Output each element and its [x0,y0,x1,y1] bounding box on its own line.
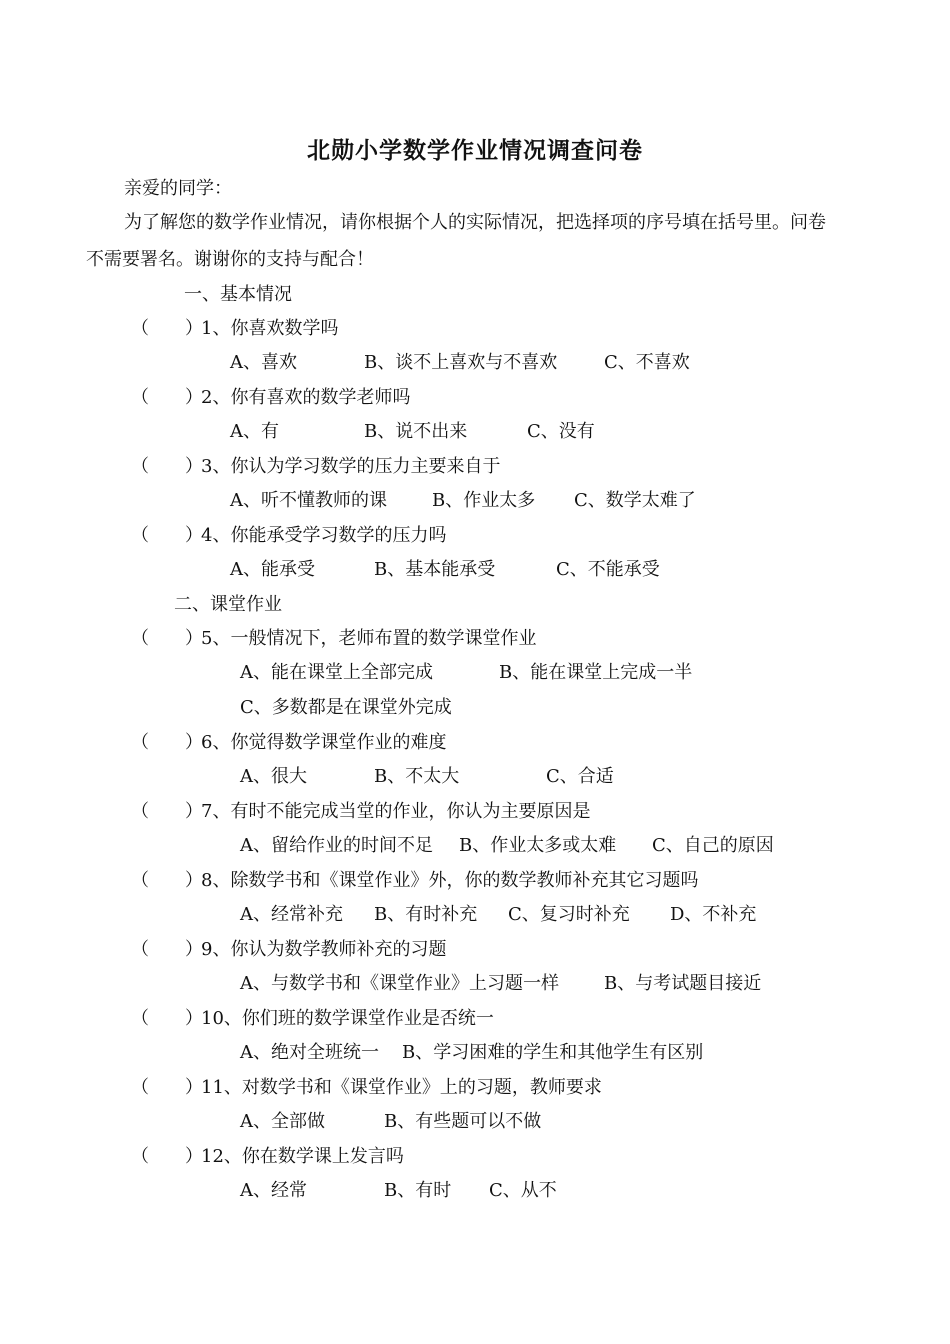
option-c: C、复习时补充 [508,904,630,925]
answer-blank[interactable]: （ ） [131,456,203,477]
question-text: 2、你有喜欢的数学老师吗 [201,387,411,408]
option-a: A、经常补充 [240,904,343,925]
question-text: 7、有时不能完成当堂的作业，你认为主要原因是 [201,801,591,822]
question-text: 6、你觉得数学课堂作业的难度 [201,732,447,753]
section-heading-classwork: 二、课堂作业 [174,594,282,615]
question-6 [131,730,446,756]
option-c: C、不能承受 [556,559,660,580]
option-b: B、有时补充 [374,904,478,925]
question-12 [131,1144,404,1170]
option-b: B、说不出来 [364,421,468,442]
intro-line-1: 为了解您的数学作业情况，请你根据个人的实际情况，把选择项的序号填在括号里。问卷 [124,212,826,233]
answer-blank[interactable]: （ ） [131,939,203,960]
option-a: A、经常 [240,1180,307,1201]
option-a: A、听不懂教师的课 [230,490,387,511]
section-heading-basic: 一、基本情况 [184,284,292,305]
option-a: A、很大 [240,766,307,787]
question-text: 1、你喜欢数学吗 [201,318,339,339]
option-b: B、有些题可以不做 [384,1111,542,1132]
option-c: C、多数都是在课堂外完成 [240,697,452,718]
question-text: 5、一般情况下，老师布置的数学课堂作业 [201,628,537,649]
question-text: 8、除数学书和《课堂作业》外，你的数学教师补充其它习题吗 [201,870,699,891]
question-5 [131,626,536,652]
option-a: A、喜欢 [230,352,297,373]
question-text: 4、你能承受学习数学的压力吗 [201,525,447,546]
option-c: C、不喜欢 [604,352,690,373]
option-a: A、与数学书和《课堂作业》上习题一样 [240,973,559,994]
option-b: B、有时 [384,1180,452,1201]
question-2 [131,385,410,411]
question-7 [131,799,590,825]
option-c: C、自己的原因 [652,835,774,856]
option-b: B、学习困难的学生和其他学生有区别 [402,1042,704,1063]
answer-blank[interactable]: （ ） [131,870,203,891]
option-a: A、留给作业的时间不足 [240,835,433,856]
answer-blank[interactable]: （ ） [131,1008,203,1029]
question-text: 3、你认为学习数学的压力主要来自于 [201,456,501,477]
answer-blank[interactable]: （ ） [131,801,203,822]
answer-blank[interactable]: （ ） [131,318,203,339]
answer-blank[interactable]: （ ） [131,525,203,546]
option-d: D、不补充 [670,904,757,925]
question-1 [131,316,338,342]
option-c: C、数学太难了 [574,490,696,511]
question-text: 10、你们班的数学课堂作业是否统一 [201,1008,494,1029]
question-text: 12、你在数学课上发言吗 [201,1146,404,1167]
question-9 [131,937,446,963]
option-b: B、能在课堂上完成一半 [499,662,693,683]
page-title: 北勋小学数学作业情况调查问卷 [307,138,643,164]
option-b: B、不太大 [374,766,460,787]
option-c: C、没有 [527,421,595,442]
question-3 [131,454,500,480]
option-b: B、与考试题目接近 [604,973,762,994]
intro-line-2: 不需要署名。谢谢你的支持与配合！ [86,249,374,270]
option-b: B、作业太多 [432,490,536,511]
option-a: A、全部做 [240,1111,325,1132]
answer-blank[interactable]: （ ） [131,1077,203,1098]
answer-blank[interactable]: （ ） [131,387,203,408]
option-b: B、基本能承受 [374,559,496,580]
option-c: C、从不 [489,1180,557,1201]
question-text: 9、你认为数学教师补充的习题 [201,939,447,960]
greeting: 亲爱的同学： [124,178,232,199]
answer-blank[interactable]: （ ） [131,1146,203,1167]
option-c: C、合适 [546,766,614,787]
question-8 [131,868,698,894]
answer-blank[interactable]: （ ） [131,628,203,649]
option-a: A、有 [230,421,279,442]
question-text: 11、对数学书和《课堂作业》上的习题，教师要求 [201,1077,602,1098]
option-a: A、能在课堂上全部完成 [240,662,433,683]
option-b: B、作业太多或太难 [459,835,617,856]
question-10 [131,1006,494,1032]
question-4 [131,523,446,549]
question-11 [131,1075,602,1101]
option-a: A、能承受 [230,559,315,580]
answer-blank[interactable]: （ ） [131,732,203,753]
option-b: B、谈不上喜欢与不喜欢 [364,352,558,373]
option-a: A、绝对全班统一 [240,1042,379,1063]
